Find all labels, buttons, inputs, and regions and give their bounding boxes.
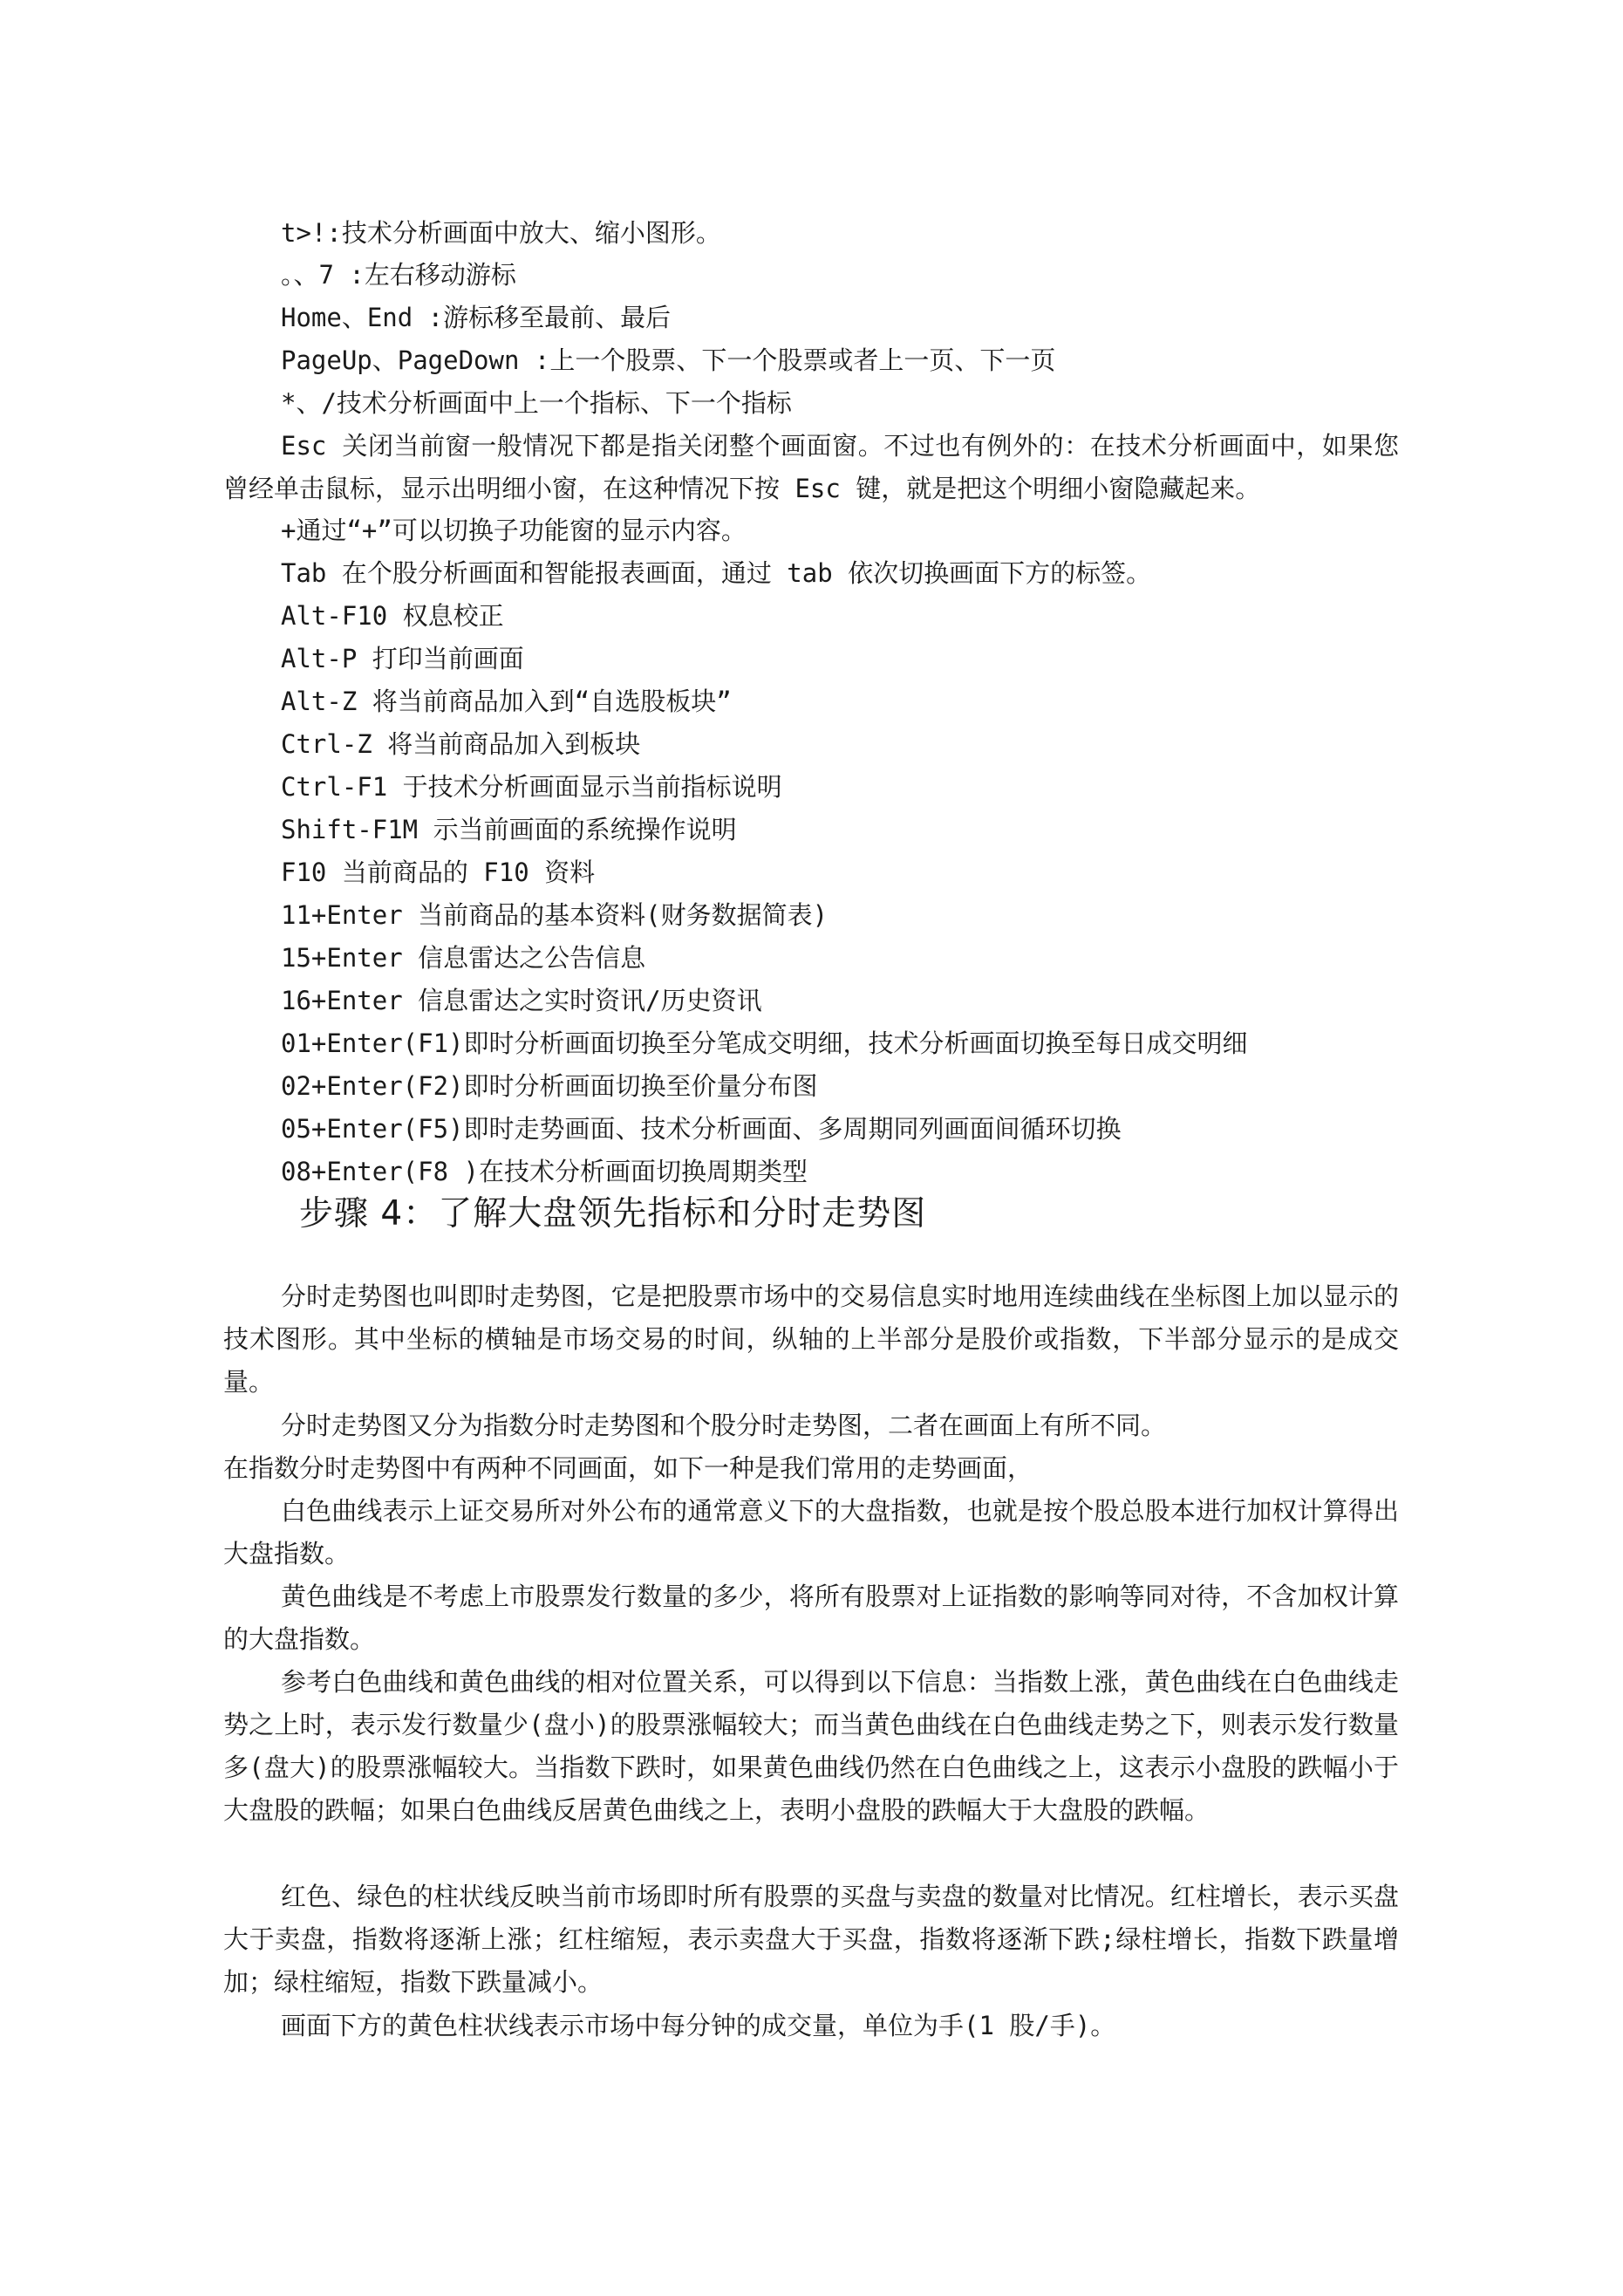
shortcut-01-enter: 01+Enter(F1)即时分析画面切换至分笔成交明细，技术分析画面切换至每日成交明细 (281, 1028, 1248, 1058)
shortcut-tab: Tab 在个股分析画面和智能报表画面，通过 tab 依次切换画面下方的标签。 (281, 558, 1152, 588)
shortcut-alt-z: Alt-Z 将当前商品加入到“自选股板块” (281, 687, 732, 716)
section-heading: 步骤 4：了解大盘领先指标和分时走势图 (299, 1194, 927, 1233)
shortcut-plus: +通过“+”可以切换子功能窗的显示内容。 (281, 516, 747, 545)
shortcut-15-enter: 15+Enter 信息雷达之公告信息 (281, 943, 646, 973)
paragraph-curve-relation: 参考白色曲线和黄色曲线的相对位置关系，可以得到以下信息：当指数上涨，黄色曲线在白色曲线走势之上时，表示发行数量少(盘小)的股票涨幅较大；而当黄色曲线在白色曲线走势之下，则表示发行数量多(盘大)的股票涨幅较大。当指数下跌时，如果黄色曲线仍然在白色曲线之上，这表示小盘股的跌幅小于大盘股的跌幅；如果白色曲线反居黄色曲线之上，表明小盘股的跌幅大于大盘股的跌幅。 (223, 1667, 1399, 1825)
shortcut-alt-f10: Alt-F10 权息校正 (281, 601, 504, 631)
paragraph-yellow-curve: 黄色曲线是不考虑上市股票发行数量的多少，将所有股票对上证指数的影响等同对待，不含加权计算的大盘指数。 (223, 1582, 1399, 1654)
shortcut-f10: F10 当前商品的 F10 资料 (281, 858, 596, 887)
paragraph-white-curve: 白色曲线表示上证交易所对外公布的通常意义下的大盘指数，也就是按个股总股本进行加权计算得出大盘指数。 (223, 1496, 1399, 1568)
paragraph-index-views: 在指数分时走势图中有两种不同画面，如下一种是我们常用的走势画面， (223, 1453, 1033, 1483)
paragraph-types: 分时走势图又分为指数分时走势图和个股分时走势图，二者在画面上有所不同。 (281, 1411, 1167, 1440)
shortcut-16-enter: 16+Enter 信息雷达之实时资讯/历史资讯 (281, 986, 762, 1015)
shortcut-indicator-switch: *、/技术分析画面中上一个指标、下一个指标 (281, 388, 792, 418)
shortcut-shift-f1: Shift-F1M 示当前画面的系统操作说明 (281, 815, 737, 844)
paragraph-volume-bars: 画面下方的黄色柱状线表示市场中每分钟的成交量，单位为手(1 股/手)。 (281, 2011, 1116, 2040)
shortcut-08-enter: 08+Enter(F8 )在技术分析画面切换周期类型 (281, 1157, 808, 1186)
shortcut-11-enter: 11+Enter 当前商品的基本资料(财务数据简表) (281, 900, 829, 930)
shortcut-02-enter: 02+Enter(F2)即时分析画面切换至价量分布图 (281, 1071, 818, 1101)
paragraph-red-green-bars: 红色、绿色的柱状线反映当前市场即时所有股票的买盘与卖盘的数量对比情况。红柱增长，表示买盘大于卖盘，指数将逐渐上涨；红柱缩短，表示卖盘大于买盘，指数将逐渐下跌;绿柱增长，指数下跌量增加；绿柱缩短，指数下跌量减小。 (223, 1882, 1399, 1997)
shortcut-ctrl-f1: Ctrl-F1 于技术分析画面显示当前指标说明 (281, 772, 782, 802)
shortcut-pageup-pagedown: PageUp、PageDown :上一个股票、下一个股票或者上一页、下一页 (281, 345, 1056, 375)
shortcut-05-enter: 05+Enter(F5)即时走势画面、技术分析画面、多周期同列画面间循环切换 (281, 1114, 1122, 1144)
shortcut-zoom: t>!:技术分析画面中放大、缩小图形。 (281, 218, 721, 248)
paragraph-intro: 分时走势图也叫即时走势图，它是把股票市场中的交易信息实时地用连续曲线在坐标图上加以显示的技术图形。其中坐标的横轴是市场交易的时间，纵轴的上半部分是股价或指数，下半部分显示的是成交量。 (223, 1281, 1399, 1397)
shortcut-ctrl-z: Ctrl-Z 将当前商品加入到板块 (281, 729, 641, 759)
esc-paragraph: Esc 关闭当前窗一般情况下都是指关闭整个画面窗。不过也有例外的：在技术分析画面中，如果您曾经单击鼠标，显示出明细小窗，在这种情况下按 Esc 键，就是把这个明细小窗隐藏起来。 (223, 431, 1399, 503)
shortcut-alt-p: Alt-P 打印当前画面 (281, 644, 524, 673)
shortcut-home-end: Home、End :游标移至最前、最后 (281, 303, 672, 332)
shortcut-move-cursor: 。、7 :左右移动游标 (281, 260, 516, 290)
